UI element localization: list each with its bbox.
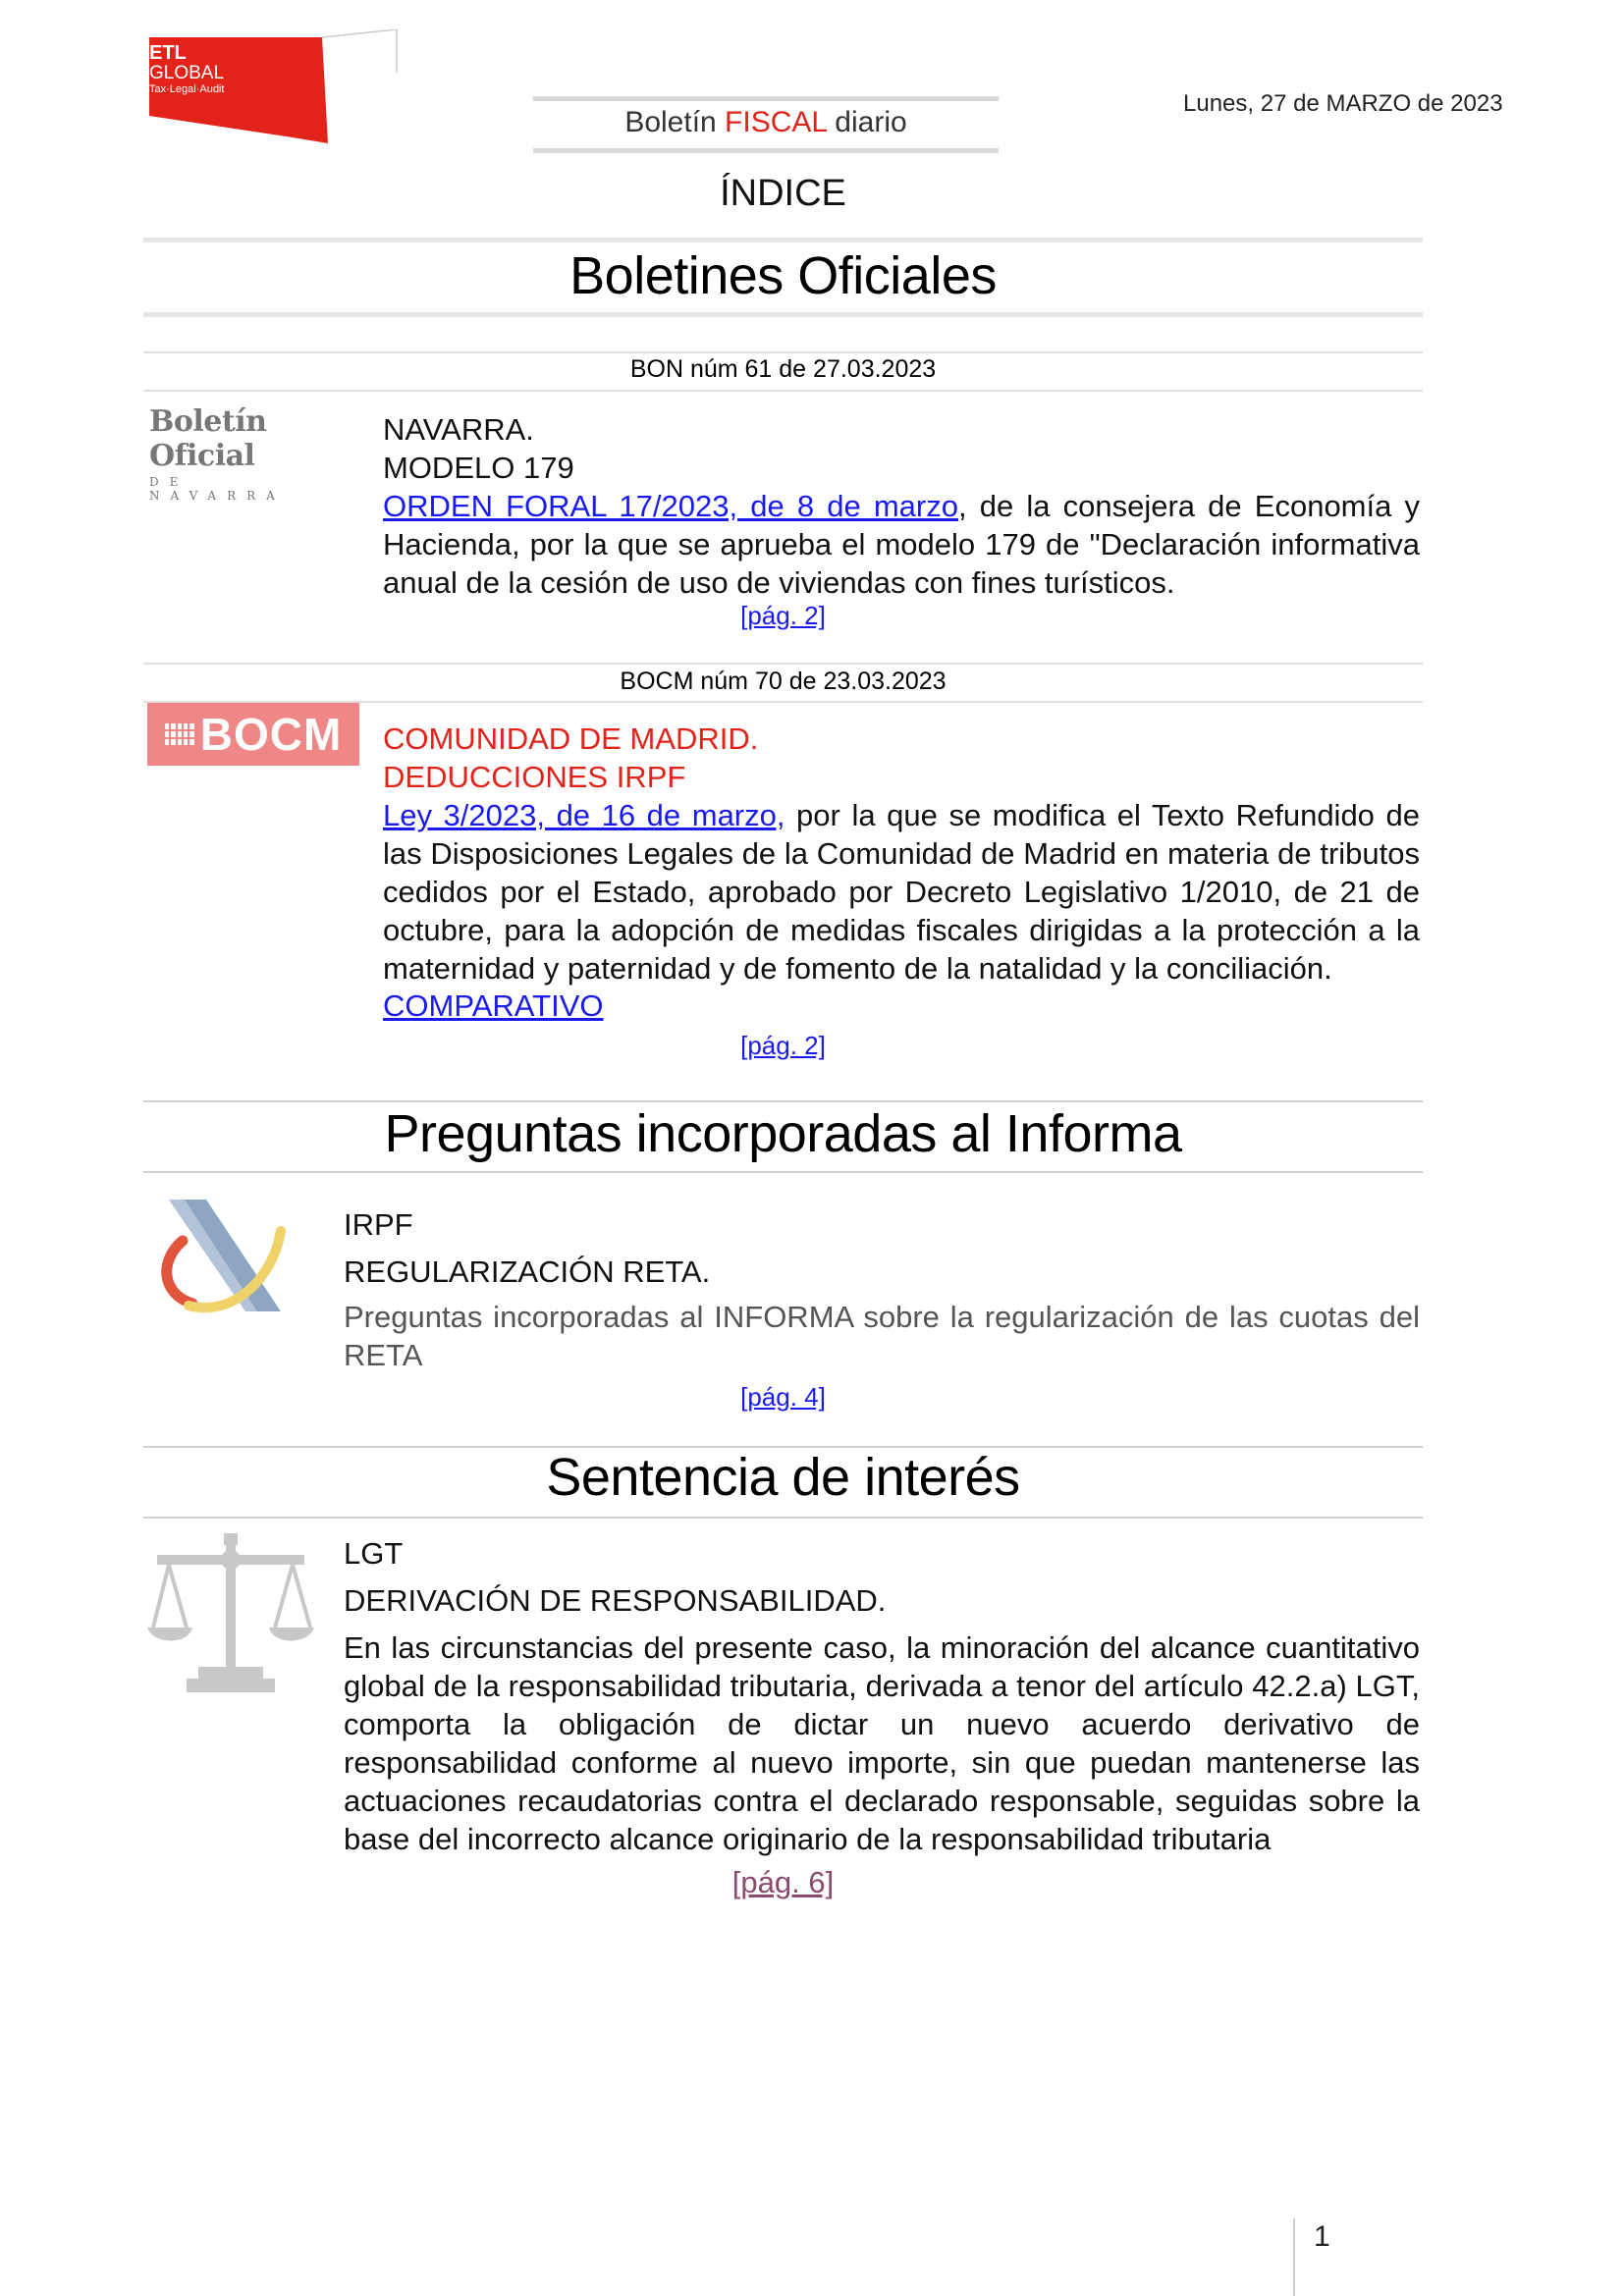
divider (143, 1517, 1423, 1519)
bon-body: , de la consejera de Economía y Hacienda, por la que se aprueba el modelo 179 de "Declaración informativa anual de la cesión de uso de viviendas con fines turísticos. (383, 489, 1420, 600)
scales-of-justice-icon (147, 1529, 314, 1698)
divider (143, 663, 1423, 665)
divider (143, 1171, 1423, 1173)
sentencia-law: LGT (344, 1536, 404, 1571)
sentencia-body: En las circunstancias del presente caso, la minoración del alcance cuantitativo global de la responsabilidad tributaria, derivada a tenor del artículo 42.2.a) LGT, comporta la obligación de dictar un nuevo acuerdo derivativo de responsabilidad conforme al nuevo importe, sin que puedan mantenerse las actuaciones recaudatorias contra el declarado responsable, seguidas sobre la base del incorrecto alcance originario de la responsabilidad tributaria (344, 1630, 1420, 1856)
bocm-logo-text: BOCM (199, 709, 343, 760)
informa-tax: IRPF (344, 1207, 413, 1242)
divider (143, 390, 1423, 392)
divider (143, 238, 1423, 242)
sentencia-topic: DERIVACIÓN DE RESPONSABILIDAD. (344, 1583, 887, 1618)
bocm-page-ref (143, 1031, 1423, 1061)
informa-page-link[interactable]: [pág. 4] (740, 1382, 826, 1412)
bocm-summary (383, 796, 1420, 988)
title-prefix: Boletín (624, 106, 726, 138)
bon-page-link[interactable]: [pág. 2] (740, 601, 826, 630)
section-heading-sentencia: Sentencia de interés (546, 1448, 1020, 1507)
bon-orden-foral-link[interactable]: ORDEN FORAL 17/2023, de 8 de marzo (383, 489, 958, 523)
informa-body: Preguntas incorporadas al INFORMA sobre la regularización de las cuotas del RETA (344, 1300, 1420, 1372)
section-heading-preguntas: Preguntas incorporadas al Informa (384, 1104, 1182, 1163)
bocm-comparativo (383, 987, 1420, 1025)
sentencia-page-link[interactable]: [pág. 6] (731, 1865, 835, 1899)
bon-topic: MODELO 179 (383, 451, 574, 485)
index-label: ÍNDICE (720, 173, 846, 214)
divider (143, 1100, 1423, 1102)
bocm-body: por la que se modifica el Texto Refundido de las Disposiciones Legales de la Comunidad de Madrid en materia de tributos cedidos por el Estado, aprobado por Decreto Legislativo 1/2010, de 21 de octubre, para la adopción de medidas fiscales dirigidas a la protección a la maternidad y paternidad y de fomento de la natalidad y la conciliación. (383, 798, 1420, 986)
title-suffix: diario (826, 106, 907, 138)
informa-topic: REGULARIZACIÓN RETA. (344, 1255, 711, 1289)
issue-date: Lunes, 27 de MARZO de 2023 (1183, 90, 1503, 117)
comparativo-link[interactable]: COMPARATIVO (383, 988, 604, 1023)
page-number-rule (1293, 2218, 1295, 2296)
logo-line1: ETL (149, 42, 187, 64)
bon-page-ref (143, 601, 1423, 631)
bocm-region: COMUNIDAD DE MADRID. (383, 721, 759, 756)
sentencia-page-ref (143, 1865, 1423, 1900)
agencia-tributaria-logo (155, 1196, 288, 1318)
title-top-rule (533, 96, 999, 101)
etl-global-logo (145, 29, 401, 145)
bon-logo-main: Boletín Oficial (149, 404, 267, 473)
section-heading-boletines: Boletines Oficiales (569, 246, 997, 305)
newsletter-title (533, 106, 999, 139)
logo-line2: GLOBAL (149, 63, 225, 83)
bon-region: NAVARRA. (383, 412, 534, 447)
bocm-logo (147, 703, 359, 766)
bocm-page-link[interactable]: [pág. 2] (740, 1031, 826, 1060)
divider (143, 312, 1423, 317)
bon-logo-sub: DE NAVARRA (149, 475, 286, 503)
divider (143, 351, 1423, 353)
title-bottom-rule (533, 148, 999, 153)
title-highlight: FISCAL (725, 106, 827, 138)
informa-page-ref (143, 1382, 1423, 1413)
newsletter-title-band (533, 96, 999, 153)
page-number: 1 (1314, 2220, 1330, 2253)
bon-summary (383, 487, 1420, 602)
bon-bulletin-line: BON núm 61 de 27.03.2023 (629, 355, 937, 383)
bocm-ley-link[interactable]: Ley 3/2023, de 16 de marzo, (383, 798, 785, 832)
bocm-grid-icon (165, 723, 194, 745)
logo-line3: Tax·Legal·Audit (149, 83, 225, 95)
bocm-bulletin-line: BOCM núm 70 de 23.03.2023 (620, 667, 947, 695)
boletin-navarra-logo (149, 404, 326, 503)
bocm-topic: DEDUCCIONES IRPF (383, 760, 686, 794)
